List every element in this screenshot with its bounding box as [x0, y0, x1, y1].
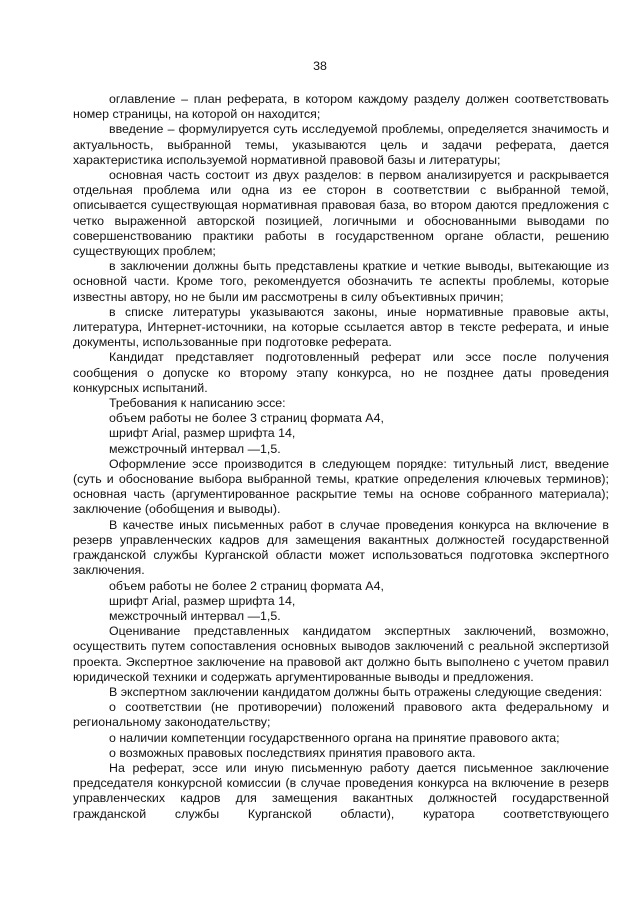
paragraph: шрифт Arial, размер шрифта 14, — [109, 426, 296, 441]
paragraph: оглавление – план реферата, в котором каждому разделу должен соответствовать номер страницы, на которой он находится; — [73, 92, 609, 122]
paragraph: В экспертном заключении кандидатом должны быть отражены следующие сведения: — [109, 684, 603, 699]
document-body — [73, 92, 609, 822]
paragraph: Требования к написанию эссе: — [109, 396, 286, 411]
paragraph: шрифт Arial, размер шрифта 14, — [109, 593, 296, 608]
paragraph: межстрочный интервал —1,5. — [109, 441, 281, 456]
paragraph: объем работы не более 2 страниц формата А4, — [109, 578, 384, 593]
paragraph: введение – формулируется суть исследуемой проблемы, определяется значимость и актуальность, выбранной темы, указываются цель и задачи реферата, дается характеристика используемой нормативной правовой базы и литературы; — [73, 122, 609, 167]
paragraph: межстрочный интервал —1,5. — [109, 608, 281, 623]
paragraph: Оформление эссе производится в следующем порядке: титульный лист, введение (суть и обоснование выбора выбранной темы, краткие определения ключевых терминов); основная часть (аргументированное раскрытие темы на основе собранного материала); заключение (обобщения и выводы). — [73, 456, 609, 517]
paragraph: объем работы не более 3 страниц формата А4, — [109, 411, 384, 426]
paragraph: в списке литературы указываются законы, иные нормативные правовые акты, литература, Интернет-источники, на которые ссылается автор в тексте реферата, и иные документы, использованные при подготовке реферата. — [73, 304, 609, 350]
paragraph: о возможных правовых последствиях принятия правового акта. — [109, 745, 476, 760]
paragraph: Оценивание представленных кандидатом экспертных заключений, возможно, осуществить путем сопоставления основных выводов заключений с реальной экспертизой проекта. Экспертное заключение на правовой акт должно быть выполнено с учетом правил юридической техники и содержать аргументированные выводы и предложения. — [73, 624, 609, 684]
paragraph: В качестве иных письменных работ в случае проведения конкурса на включение в резерв управленческих кадров для замещения вакантных должностей государственной гражданской службы Курганской области может использоваться подготовка экспертного заключения. — [73, 517, 609, 578]
paragraph: о наличии компетенции государственного органа на принятие правового акта; — [109, 730, 560, 745]
paragraph: Кандидат представляет подготовленный реферат или эссе после получения сообщения о допуске ко второму этапу конкурса, но не позднее даты проведения конкурсных испытаний. — [73, 350, 609, 395]
paragraph: На реферат, эссе или иную письменную работу дается письменное заключение председателя конкурсной комиссии (в случае проведения конкурса на включение в резерв управленческих кадров для замещения вакантных должностей государственной гражданской службы Курганской области), куратора соответствующего — [73, 760, 609, 821]
page-number: 38 — [313, 59, 327, 73]
paragraph: в заключении должны быть представлены краткие и четкие выводы, вытекающие из основной части. Кроме того, рекомендуется обозначить те аспекты проблемы, которые известны автору, но не были им рассмотрены в силу объективных причин; — [73, 259, 609, 304]
paragraph: о соответствии (не противоречии) положений правового акта федеральному и региональному законодательству; — [73, 700, 609, 730]
paragraph: основная часть состоит из двух разделов: в первом анализируется и раскрывается отдельная проблема или одна из ее сторон в соответствии с выбранной темой, описывается существующая нормативная правовая база, во втором даются предложения с четко выраженной авторской позицией, логичными и обоснованными выводами по совершенствованию практики работы в государственном органе области, решению существующих проблем; — [73, 168, 609, 259]
